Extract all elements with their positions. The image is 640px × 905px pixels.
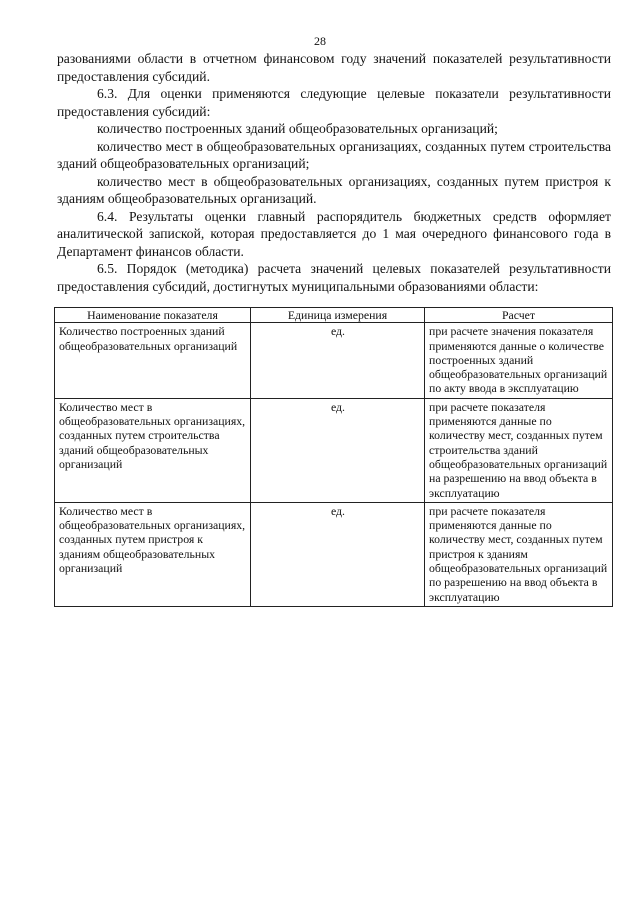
indicator-name: Количество мест в общеобразовательных организациях, созданных путем пристроя к зданиям общеобразовательных организаций (55, 502, 251, 606)
list-item-places-construction: количество мест в общеобразовательных организациях, созданных путем строительства зданий общеобразовательных организаций; (57, 138, 611, 171)
indicator-calculation: при расчете значения показателя применяются данные о количестве построенных зданий общеобразовательных организаций по акту ввода в эксплуатацию (425, 323, 613, 398)
indicator-calculation: при расчете показателя применяются данные по количеству мест, созданных путем пристроя к зданиям общеобразовательных организаций по разрешению на ввод объекта в эксплуатацию (425, 502, 613, 606)
paragraph-6-4: 6.4. Результаты оценки главный распорядитель бюджетных средств оформляет аналитической запиской, которая предоставляется до 1 мая очередного финансового года в Департамент финансов области. (57, 208, 611, 259)
indicator-name: Количество мест в общеобразовательных организациях, созданных путем строительства зданий общеобразовательных организаций (55, 398, 251, 502)
indicator-name: Количество построенных зданий общеобразовательных организаций (55, 323, 251, 398)
header-indicator-name: Наименование показателя (55, 308, 251, 323)
indicators-table (54, 307, 613, 607)
table-row (55, 323, 613, 398)
list-item-buildings: количество построенных зданий общеобразовательных организаций; (97, 121, 498, 136)
paragraph-continuation: разованиями области в отчетном финансовом году значений показателей результативности предоставления субсидий. (57, 51, 611, 84)
header-unit: Единица измерения (251, 308, 425, 323)
indicator-calculation: при расчете показателя применяются данные по количеству мест, созданных путем строительства зданий общеобразовательных организаций на разрешению на ввод объекта в эксплуатацию (425, 398, 613, 502)
paragraph-6-3: 6.3. Для оценки применяются следующие целевые показатели результативности предоставления субсидий: (57, 86, 611, 119)
indicator-unit: ед. (251, 502, 425, 606)
header-calculation: Расчет (425, 308, 613, 323)
table-header-row (55, 308, 613, 323)
indicator-unit: ед. (251, 398, 425, 502)
indicator-unit: ед. (251, 323, 425, 398)
body-text (57, 50, 611, 295)
table-row (55, 502, 613, 606)
page-number: 28 (314, 34, 326, 48)
table-row (55, 398, 613, 502)
list-item-places-extension: количество мест в общеобразовательных организациях, созданных путем пристроя к зданиям общеобразовательных организаций. (57, 173, 611, 206)
paragraph-6-5: 6.5. Порядок (методика) расчета значений целевых показателей результативности предоставления субсидий, достигнутых муниципальными образованиями области: (57, 261, 611, 294)
